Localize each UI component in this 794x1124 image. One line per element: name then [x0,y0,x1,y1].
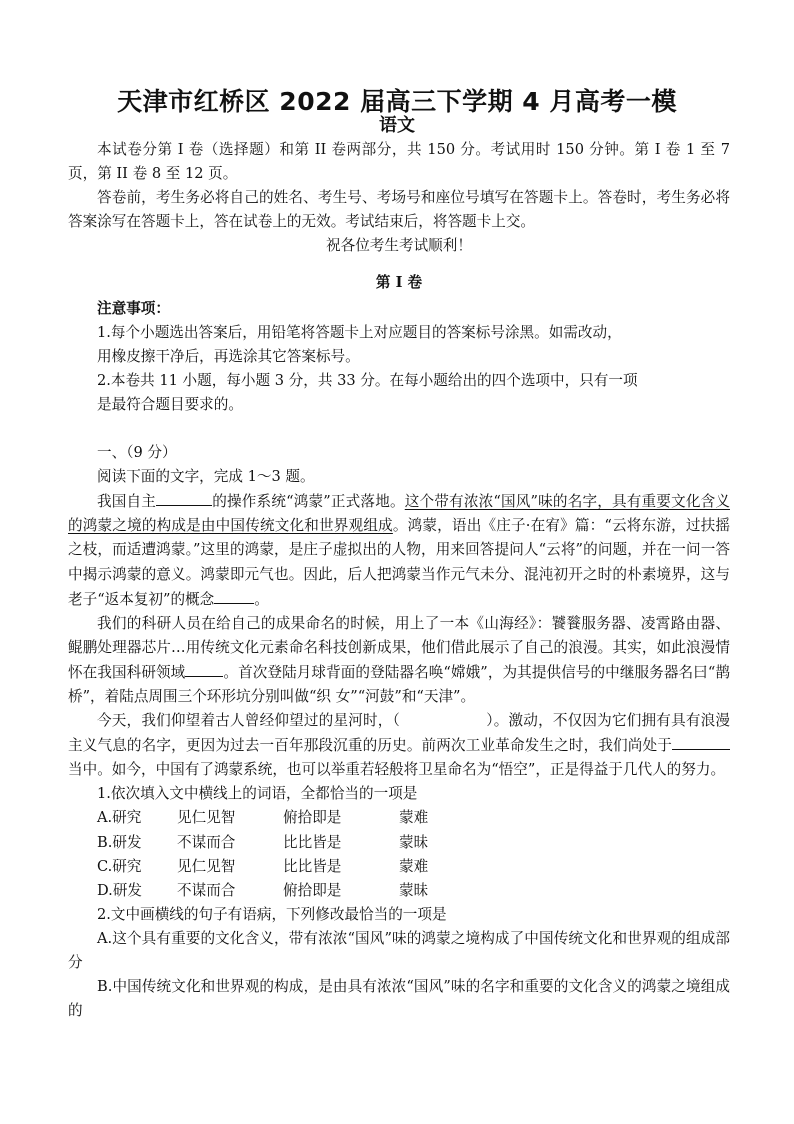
question-2-stem: 2.文中画横线的句子有语病，下列修改最恰当的一项是 [97,905,447,923]
question-2-option-a: A.这个具有重要的文化含义，带有浓浓“国风”味的鸿蒙之境构成了中国传统文化和世界观的组成部分 [68,929,730,971]
good-luck-line: 祝各位考生考试顺利！ [326,237,472,255]
passage-text: 当中。如今，中国有了鸿蒙系统，也可以举重若轻般将卫星命名为“悟空”，正是得益于几代人的努力。 [68,761,726,779]
question-1-option-b [68,831,730,855]
fill-blank-3 [185,660,223,677]
notice-title: 注意事项： [97,299,170,317]
passage-paragraph-3 [68,709,730,782]
option-cell: 见仁见智 [177,857,236,875]
option-cell: 比比皆是 [283,833,342,851]
notice-item-1a: 1.每个小题选出答案后，用铅笔将答题卡上对应题目的答案标号涂黑。如需改动， [97,323,622,341]
question-2-option-b: B.中国传统文化和世界观的构成，是由具有浓浓“国风”味的名字和重要的文化含义的鸿蒙之境组成的 [68,978,730,1020]
option-cell: 蒙难 [399,809,429,827]
passage-text: 我国自主 [97,493,157,511]
option-cell: 俯拾即是 [283,881,342,899]
fill-blank-2 [214,587,254,604]
passage-text: ）。激动，不仅因为它们拥有具有浪漫主义气息的名字，更因为过去一百年那段沉重的历史。前两次工业革命发生之时，我们尚处于 [68,712,731,755]
question-1-stem: 1.依次填入文中横线上的词语，全都恰当的一项是 [97,785,418,803]
option-cell: 俯拾即是 [283,809,342,827]
option-cell: 不谋而合 [177,833,236,851]
passage-paragraph-2 [68,612,730,709]
exam-body [68,138,730,1023]
option-cell: 蒙难 [399,857,429,875]
fill-blank-4 [672,733,730,750]
option-cell: 见仁见智 [177,809,236,827]
intro-paragraph-2: 答卷前，考生务必将自己的姓名、考生号、考场号和座位号填写在答题卡上。答卷时，考生务必将答案涂写在答题卡上，答在试卷上的无效。考试结束后，将答题卡上交。 [68,189,730,231]
option-cell: A.研究 [97,809,142,827]
passage-text: 。鸿蒙，语出《庄子·在宥》篇：“云将东游，过扶摇之枝，而适遭鸿蒙。”这里的鸿蒙，是庄子虚拟出的人物，用来回答提问人“云将”的问题，并在一问一答中揭示鸿蒙的意义。鸿蒙即元气也。因此，后人把鸿蒙当作元气未分、混沌初开之时的朴素境界，这与老子“返本复初”的概念 [68,517,730,608]
exam-title: 天津市红桥区 2022 届高三下学期 4 月高考一模 [117,87,677,116]
notice-item-1b: 用橡皮擦干净后，再选涂其它答案标号。 [97,347,360,365]
passage-paragraph-1 [68,489,730,611]
option-cell: 不谋而合 [177,881,236,899]
section-heading: 一、（9 分） [97,444,177,462]
subject-title: 语文 [379,115,415,136]
option-cell: B.研发 [97,833,142,851]
option-cell: 蒙昧 [399,881,429,899]
passage-text: 今天，我们仰望着古人曾经仰望过的星河时，（ [97,712,401,730]
underlined-sentence: 这个带有浓浓“国风”味的名字，具有重要文化含义的鸿蒙之境的构成是由中国传统文化和世界观组成 [68,493,730,535]
passage-text: 。首次登陆月球背面的登陆器名唤“嫦娥”，为其提供信号的中继服务器名曰“鹊桥”，着陆点周围三个环形坑分别叫做“织 女”“河鼓”和“天津”。 [68,663,730,705]
question-1-option-d [68,879,730,903]
passage-text: 我们的科研人员在给自己的成果命名的时候，用上了一本《山海经》：饕餮服务器、凌霄路由器、鲲鹏处理器芯片…用传统文化元素命名科技创新成果，他们借此展示了自己的浪漫。其实，如此浪漫情怀在我国科研领域 [68,614,730,681]
question-1-option-c [68,855,730,879]
part-heading: 第 I 卷 [375,274,423,292]
fill-blank-1 [156,489,212,506]
option-cell: C.研究 [97,857,142,875]
passage-text: 。 [254,590,269,608]
notice-item-2a: 2.本卷共 11 小题，每小题 3 分，共 33 分。在每小题给出的四个选项中，只有一项 [97,371,638,389]
passage-text: 的操作系统“鸿蒙”正式落地。 [212,493,405,511]
option-cell: 蒙昧 [399,833,429,851]
question-1-option-a [68,806,730,830]
intro-paragraph-1: 本试卷分第 I 卷（选择题）和第 II 卷两部分，共 150 分。考试用时 150 分钟。第 I 卷 1 至 7 页，第 II 卷 8 至 12 页。 [68,141,730,183]
section-instruction: 阅读下面的文字，完成 1～3 题。 [97,468,315,486]
spacer [68,417,730,441]
option-cell: D.研发 [97,881,143,899]
option-cell: 比比皆是 [283,857,342,875]
notice-item-2b: 是最符合题目要求的。 [97,395,243,413]
